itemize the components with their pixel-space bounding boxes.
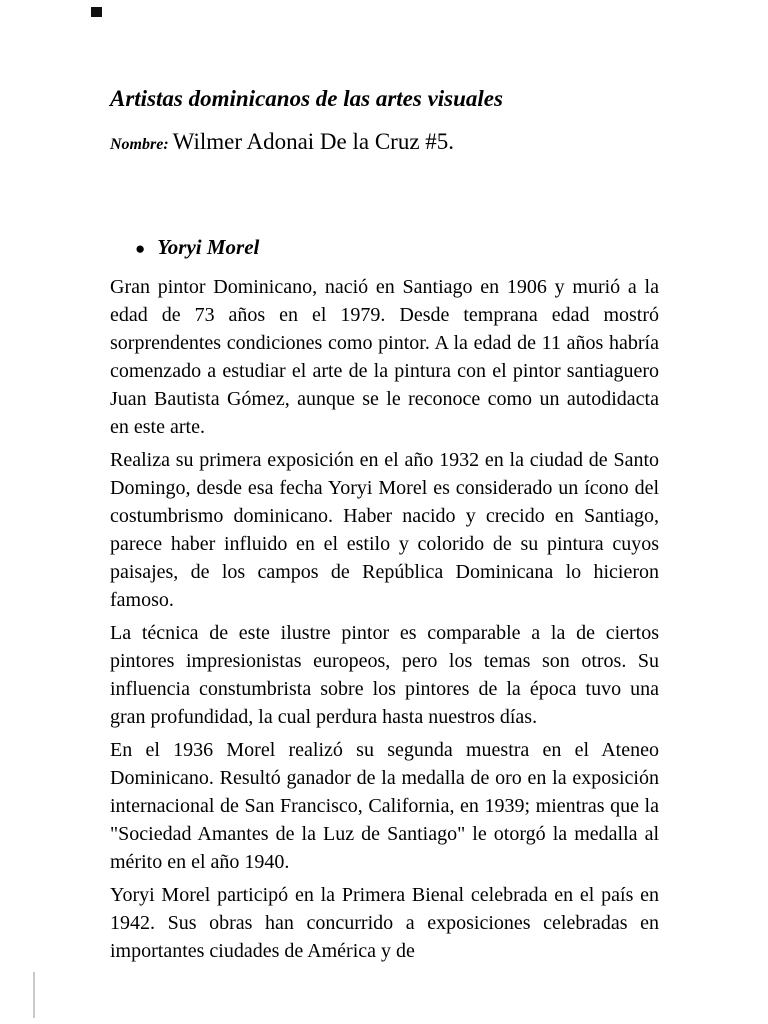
bullet-icon: ●: [135, 239, 146, 258]
paragraph: Realiza su primera exposición en el año 1932 en la ciudad de Santo Domingo, desde esa fecha Yoryi Morel es considerado un ícono del costumbrismo dominicano. Haber nacido y crecido en Santiago, parece haber influido en el estilo y colorido de su pintura cuyos paisajes, de los campos de República Dominicana lo hicieron famoso.: [110, 449, 659, 611]
document-content: [110, 84, 659, 965]
document-title: Artistas dominicanos de las artes visuales: [110, 86, 503, 111]
section-heading-label: Yoryi Morel: [157, 235, 260, 259]
section-heading: [135, 233, 659, 263]
name-label: Nombre:: [110, 136, 169, 153]
paragraph: La técnica de este ilustre pintor es comparable a la de ciertos pintores impresionistas europeos, pero los temas son otros. Su influencia constumbrista sobre los pintores de la época tuvo una gran profundidad, la cual perdura hasta nuestros días.: [110, 622, 659, 728]
paragraph: Gran pintor Dominicano, nació en Santiago en 1906 y murió a la edad de 73 años en el 1979. Desde temprana edad mostró sorprendentes condiciones como pintor. A la edad de 11 años habría comenzado a estudiar el arte de la pintura con el pintor santiaguero Juan Bautista Gómez, aunque se le reconoce como un autodidacta en este arte.: [110, 276, 659, 438]
paragraph: En el 1936 Morel realizó su segunda muestra en el Ateneo Dominicano. Resultó ganador de la medalla de oro en la exposición internacional de San Francisco, California, en 1939; mientras que la "Sociedad Amantes de la Luz de Santiago" le otorgó la medalla al mérito en el año 1940.: [110, 739, 659, 873]
page-edge-line: [33, 972, 35, 1018]
paragraph: Yoryi Morel participó en la Primera Bienal celebrada en el país en 1942. Sus obras han concurrido a exposiciones celebradas en importantes ciudades de América y de: [110, 884, 659, 962]
scan-artifact-mark: [91, 7, 102, 17]
name-line: [110, 126, 659, 161]
name-value: Wilmer Adonai De la Cruz #5.: [172, 129, 455, 154]
